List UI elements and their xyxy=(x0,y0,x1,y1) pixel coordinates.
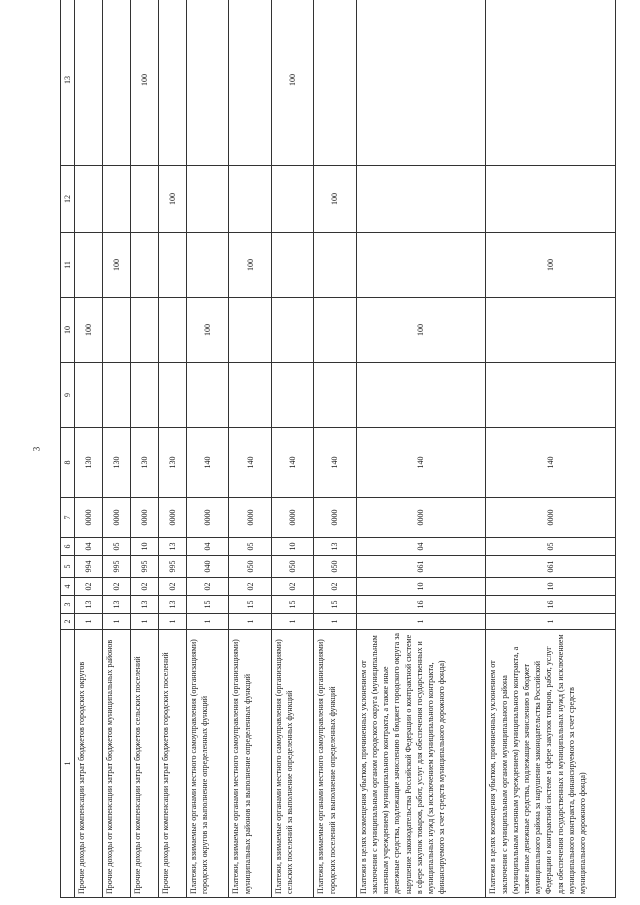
row-value-cell: 10 xyxy=(356,578,486,596)
column-header: 10 xyxy=(61,298,75,363)
row-value-cell: 13 xyxy=(102,596,130,614)
column-header: 1 xyxy=(61,630,75,898)
row-value-cell: 1 xyxy=(271,614,313,630)
row-value-cell xyxy=(158,363,186,428)
row-value-cell xyxy=(229,166,271,233)
row-value-cell: 13 xyxy=(158,538,186,556)
column-header: 11 xyxy=(61,233,75,298)
row-value-cell: 130 xyxy=(102,428,130,498)
row-value-cell xyxy=(356,166,486,233)
row-value-cell: 050 xyxy=(314,556,356,578)
row-value-cell: 100 xyxy=(102,233,130,298)
column-header: 9 xyxy=(61,363,75,428)
table-row xyxy=(75,0,103,898)
row-value-cell: 04 xyxy=(356,538,486,556)
row-value-cell xyxy=(314,298,356,363)
row-value-cell xyxy=(186,363,228,428)
row-value-cell: 995 xyxy=(102,556,130,578)
row-name-cell: Платежи, взимаемые органами местного самоуправления (организациями) городских поселений за выполнение определенных функций xyxy=(314,630,356,898)
row-value-cell: 995 xyxy=(158,556,186,578)
row-value-cell xyxy=(271,298,313,363)
row-name-cell: Платежи в целях возмещения убытков, причиненных уклонением от заключения с муниципальным органом муниципального района (муниципальным казенным учреждением) муниципального контракта, а также иные денежные средства, подлежащие зачислению в бюджет муниципального района за нарушение законодательства Российской Федерации о контрактной системе в сфере закупок товаров, работ, услуг для обеспечения государственных и муниципальных нужд (за исключением муниципального контракта, финансируемого за счет средств муниципального дорожного фонда) xyxy=(486,630,616,898)
row-value-cell: 100 xyxy=(186,298,228,363)
row-name-cell: Платежи в целях возмещения убытков, причиненных уклонением от заключения с муниципальным органом городского округа (муниципальным казенным учреждением) муниципального контракта, а также иные денежные средства, подлежащие зачислению в бюджет городского округа за нарушение законодательства Российской Федерации о контрактной системе в сфере закупок товаров, работ, услуг для обеспечения государственных и муниципальных нужд (за исключением муниципального контракта, финансируемого за счет средств муниципального дорожного фонда) xyxy=(356,630,486,898)
row-value-cell: 05 xyxy=(229,538,271,556)
row-value-cell: 13 xyxy=(130,596,158,614)
rotated-table-container xyxy=(60,35,616,898)
table-row xyxy=(356,0,486,898)
row-value-cell: 15 xyxy=(314,596,356,614)
row-value-cell: 02 xyxy=(314,578,356,596)
row-value-cell: 10 xyxy=(486,578,616,596)
row-value-cell: 140 xyxy=(314,428,356,498)
row-value-cell: 02 xyxy=(75,578,103,596)
row-value-cell xyxy=(486,0,616,166)
row-value-cell xyxy=(271,233,313,298)
column-header: 2 xyxy=(61,614,75,630)
row-value-cell xyxy=(130,233,158,298)
row-value-cell: 100 xyxy=(130,0,158,166)
row-value-cell: 0000 xyxy=(130,498,158,538)
row-value-cell: 02 xyxy=(186,578,228,596)
column-header: 6 xyxy=(61,538,75,556)
row-value-cell xyxy=(486,298,616,363)
row-value-cell xyxy=(486,166,616,233)
page-number: 3 xyxy=(31,446,42,452)
table-row xyxy=(186,0,228,898)
row-value-cell xyxy=(102,166,130,233)
row-value-cell: 100 xyxy=(158,166,186,233)
row-value-cell: 02 xyxy=(102,578,130,596)
row-value-cell: 04 xyxy=(186,538,228,556)
row-value-cell: 050 xyxy=(271,556,313,578)
row-value-cell: 061 xyxy=(356,556,486,578)
row-name-cell: Платежи, взимаемые органами местного самоуправления (организациями) сельских поселений за выполнение определенных функций xyxy=(271,630,313,898)
row-value-cell: 15 xyxy=(229,596,271,614)
row-value-cell: 1 xyxy=(102,614,130,630)
row-value-cell: 140 xyxy=(229,428,271,498)
column-header: 4 xyxy=(61,578,75,596)
row-value-cell xyxy=(102,298,130,363)
row-value-cell: 140 xyxy=(486,428,616,498)
row-value-cell: 16 xyxy=(486,596,616,614)
row-value-cell: 0000 xyxy=(229,498,271,538)
row-value-cell xyxy=(158,233,186,298)
row-value-cell: 10 xyxy=(130,538,158,556)
row-value-cell: 1 xyxy=(186,614,228,630)
table-body xyxy=(75,0,616,898)
header-row xyxy=(61,0,75,898)
row-value-cell: 100 xyxy=(356,298,486,363)
row-value-cell: 140 xyxy=(356,428,486,498)
row-value-cell: 995 xyxy=(130,556,158,578)
row-name-cell: Платежи, взимаемые органами местного самоуправления (организациями) городских округов за выполнение определенных функций xyxy=(186,630,228,898)
column-header: 12 xyxy=(61,166,75,233)
row-value-cell xyxy=(130,166,158,233)
row-value-cell: 13 xyxy=(314,538,356,556)
budget-codes-table xyxy=(60,0,616,898)
row-value-cell: 04 xyxy=(75,538,103,556)
row-name-cell: Прочие доходы от компенсации затрат бюджетов городских поселений xyxy=(158,630,186,898)
row-value-cell xyxy=(314,363,356,428)
row-value-cell xyxy=(130,298,158,363)
column-header: 3 xyxy=(61,596,75,614)
row-value-cell xyxy=(75,363,103,428)
row-value-cell: 02 xyxy=(271,578,313,596)
row-value-cell: 100 xyxy=(229,233,271,298)
column-header: 13 xyxy=(61,0,75,166)
table-row xyxy=(271,0,313,898)
row-name-cell: Платежи, взимаемые органами местного самоуправления (организациями) муниципальных районов за выполнение определенных функций xyxy=(229,630,271,898)
row-value-cell: 0000 xyxy=(75,498,103,538)
row-value-cell: 13 xyxy=(158,596,186,614)
row-value-cell: 061 xyxy=(486,556,616,578)
row-value-cell: 15 xyxy=(271,596,313,614)
row-value-cell: 0000 xyxy=(271,498,313,538)
row-value-cell xyxy=(271,166,313,233)
row-value-cell xyxy=(158,298,186,363)
row-value-cell xyxy=(314,0,356,166)
row-value-cell: 100 xyxy=(314,166,356,233)
row-value-cell xyxy=(130,363,158,428)
row-value-cell: 0000 xyxy=(158,498,186,538)
row-value-cell xyxy=(102,0,130,166)
row-value-cell: 0000 xyxy=(314,498,356,538)
row-value-cell xyxy=(314,233,356,298)
row-value-cell xyxy=(186,166,228,233)
row-value-cell: 1 xyxy=(486,614,616,630)
row-value-cell xyxy=(356,0,486,166)
row-value-cell xyxy=(186,233,228,298)
table-row xyxy=(229,0,271,898)
row-value-cell: 15 xyxy=(186,596,228,614)
row-value-cell xyxy=(486,363,616,428)
row-value-cell: 1 xyxy=(229,614,271,630)
row-value-cell xyxy=(75,233,103,298)
row-value-cell xyxy=(356,233,486,298)
row-value-cell xyxy=(229,0,271,166)
row-name-cell: Прочие доходы от компенсации затрат бюджетов сельских поселений xyxy=(130,630,158,898)
table-row xyxy=(314,0,356,898)
row-value-cell xyxy=(229,363,271,428)
row-value-cell: 13 xyxy=(75,596,103,614)
row-value-cell: 0000 xyxy=(486,498,616,538)
row-value-cell xyxy=(75,166,103,233)
row-value-cell: 02 xyxy=(130,578,158,596)
row-value-cell: 0000 xyxy=(356,498,486,538)
table-row xyxy=(102,0,130,898)
row-value-cell xyxy=(158,0,186,166)
row-value-cell: 140 xyxy=(271,428,313,498)
row-value-cell: 10 xyxy=(271,538,313,556)
row-value-cell: 130 xyxy=(158,428,186,498)
row-value-cell: 130 xyxy=(130,428,158,498)
column-header: 7 xyxy=(61,498,75,538)
row-value-cell: 16 xyxy=(356,596,486,614)
row-value-cell: 0000 xyxy=(186,498,228,538)
row-value-cell xyxy=(102,363,130,428)
row-value-cell: 1 xyxy=(130,614,158,630)
row-name-cell: Прочие доходы от компенсации затрат бюджетов муниципальных районов xyxy=(102,630,130,898)
row-value-cell: 100 xyxy=(75,298,103,363)
row-value-cell xyxy=(356,363,486,428)
row-value-cell: 05 xyxy=(486,538,616,556)
row-value-cell: 100 xyxy=(486,233,616,298)
row-value-cell: 140 xyxy=(186,428,228,498)
row-value-cell: 050 xyxy=(229,556,271,578)
table-row xyxy=(158,0,186,898)
row-value-cell: 02 xyxy=(229,578,271,596)
row-value-cell xyxy=(271,363,313,428)
row-value-cell: 1 xyxy=(314,614,356,630)
row-value-cell: 1 xyxy=(158,614,186,630)
row-value-cell: 100 xyxy=(271,0,313,166)
row-value-cell xyxy=(75,0,103,166)
row-value-cell: 02 xyxy=(158,578,186,596)
row-value-cell: 0000 xyxy=(102,498,130,538)
row-value-cell: 994 xyxy=(75,556,103,578)
row-name-cell: Прочие доходы от компенсации затрат бюджетов городских округов xyxy=(75,630,103,898)
row-value-cell: 1 xyxy=(356,614,486,630)
row-value-cell: 05 xyxy=(102,538,130,556)
column-header: 5 xyxy=(61,556,75,578)
column-header: 8 xyxy=(61,428,75,498)
row-value-cell xyxy=(186,0,228,166)
row-value-cell: 040 xyxy=(186,556,228,578)
table-row xyxy=(130,0,158,898)
row-value-cell: 1 xyxy=(75,614,103,630)
row-value-cell: 130 xyxy=(75,428,103,498)
row-value-cell xyxy=(229,298,271,363)
table-row xyxy=(486,0,616,898)
